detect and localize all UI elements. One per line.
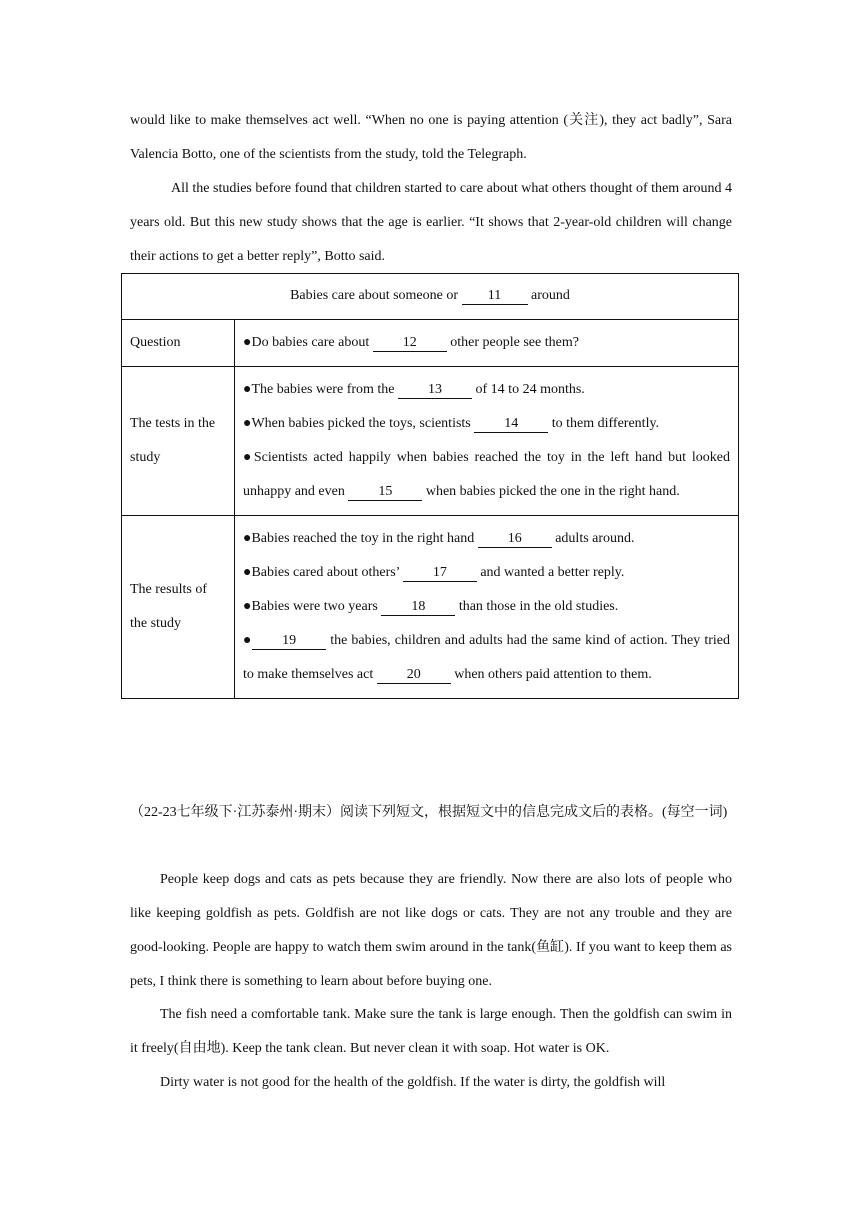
table-line xyxy=(243,522,730,556)
line-text: ●Scientists acted happily when babies reached the toy in the left hand but looked unhappy and even xyxy=(243,450,730,499)
blank-13: 13 xyxy=(398,382,472,399)
row-content xyxy=(235,516,739,699)
line-text-end: and wanted a better reply. xyxy=(476,565,625,580)
table-row xyxy=(122,320,739,367)
passage2-instructions: （22-23七年级下·江苏泰州·期末）阅读下列短文，根据短文中的信息完成文后的表格。(每空一词) xyxy=(130,805,728,820)
table-line xyxy=(243,556,730,590)
table-line xyxy=(243,590,730,624)
passage1-paragraph1: would like to make themselves act well. “When no one is paying attention (关注), they act badly”, Sara Valencia Botto, one of the scientists from the study, told the Telegraph. xyxy=(130,113,732,162)
blank-20: 20 xyxy=(377,667,451,684)
line-text-end: adults around. xyxy=(551,531,635,546)
line-text-end: when babies picked the one in the right hand. xyxy=(422,484,680,499)
table-line xyxy=(243,407,730,441)
line-text-end: other people see them? xyxy=(446,335,579,350)
blank-14: 14 xyxy=(474,416,548,433)
caption-text-end: around xyxy=(527,288,570,303)
row-content xyxy=(235,367,739,516)
line-text-mid: the babies, children and adults had the same kind of action. They tried to make themselves act xyxy=(243,633,730,682)
passage2-paragraph1: People keep dogs and cats as pets because they are friendly. Now there are also lots of people who like keeping goldfish as pets. Goldfish are not like dogs or cats. They are not any trouble and they are good-looking. People are happy to watch them swim around in the tank(鱼缸). If you want to keep them as pets, I think there is something to learn about before buying one. xyxy=(130,872,732,989)
line-text-end: than those in the old studies. xyxy=(455,599,619,614)
table-row xyxy=(122,516,739,699)
blank-17: 17 xyxy=(403,565,477,582)
line-text: ●Do babies care about xyxy=(243,335,373,350)
line-text: ● xyxy=(243,633,253,648)
table-line xyxy=(243,326,730,360)
line-text-end: to them differently. xyxy=(548,416,660,431)
table-line xyxy=(243,441,730,509)
summary-table xyxy=(121,273,739,699)
blank-18: 18 xyxy=(381,599,455,616)
line-text: ●The babies were from the xyxy=(243,382,399,397)
passage1-paragraph2: All the studies before found that children started to care about what others thought of them around 4 years old. But this new study shows that the age is earlier. “It shows that 2-year-old children will change their actions to get a better reply”, Botto said. xyxy=(130,181,733,264)
passage2-paragraph3: Dirty water is not good for the health of the goldfish. If the water is dirty, the goldfish will xyxy=(160,1075,666,1090)
table-caption-row xyxy=(122,274,739,320)
line-text: ●When babies picked the toys, scientists xyxy=(243,416,475,431)
caption-text: Babies care about someone or xyxy=(290,288,462,303)
passage2-paragraph2: The fish need a comfortable tank. Make sure the tank is large enough. Then the goldfish can swim in it freely(自由地). Keep the tank clean. But never clean it with soap. Hot water is OK. xyxy=(130,1007,732,1056)
blank-15: 15 xyxy=(348,484,422,501)
table-caption xyxy=(122,274,739,320)
blank-16: 16 xyxy=(478,531,552,548)
line-text: ●Babies cared about others’ xyxy=(243,565,403,580)
blank-19: 19 xyxy=(252,633,326,650)
blank-11: 11 xyxy=(462,288,528,305)
line-text-end: of 14 to 24 months. xyxy=(472,382,585,397)
row-label: The results of the study xyxy=(122,516,235,699)
table-line xyxy=(243,624,730,692)
line-text: ●Babies reached the toy in the right hand xyxy=(243,531,478,546)
line-text: ●Babies were two years xyxy=(243,599,382,614)
table-row xyxy=(122,367,739,516)
row-label: The tests in the study xyxy=(122,367,235,516)
blank-12: 12 xyxy=(373,335,447,352)
row-content xyxy=(235,320,739,367)
row-label: Question xyxy=(122,320,235,367)
table-line xyxy=(243,373,730,407)
line-text-end: when others paid attention to them. xyxy=(450,667,652,682)
